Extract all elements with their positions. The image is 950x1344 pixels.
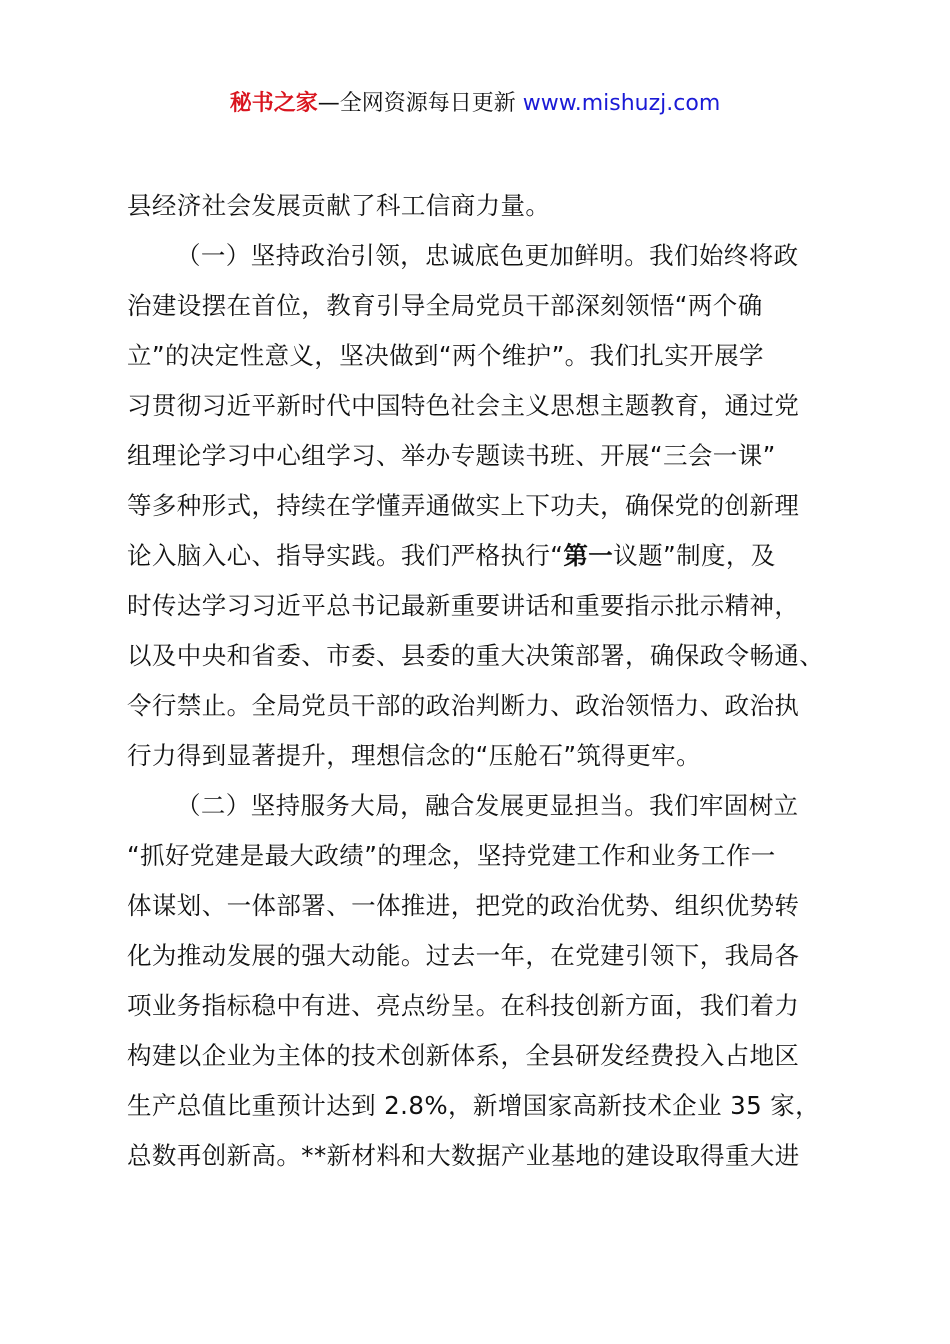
site-url-link[interactable]: www.mishuzj.com xyxy=(522,91,721,116)
text-line: 时传达学习习近平总书记最新重要讲话和重要指示批示精神， xyxy=(127,591,800,620)
site-header xyxy=(0,86,950,122)
text-line: “抓好党建是最大政绩”的理念，坚持党建工作和业务工作一 xyxy=(127,841,776,870)
section-one-heading-line: （一）坚持政治引领，忠诚底色更加鲜明。我们始终将政 xyxy=(176,241,799,270)
emphasis-text: 第一 xyxy=(563,541,614,570)
text-line: 体谋划、一体部署、一体推进，把党的政治优势、组织优势转 xyxy=(127,891,800,920)
text-line: 令行禁止。全局党员干部的政治判断力、政治领悟力、政治执 xyxy=(127,691,800,720)
section-two-heading-line: （二）坚持服务大局，融合发展更显担当。我们牢固树立 xyxy=(176,791,799,820)
text-line: 生产总值比重预计达到 2.8%，新增国家高新技术企业 35 家， xyxy=(127,1091,821,1120)
text-line: 习贯彻习近平新时代中国特色社会主义思想主题教育，通过党 xyxy=(127,391,800,420)
text-line: 立”的决定性意义，坚决做到“两个维护”。我们扎实开展学 xyxy=(127,341,764,370)
text-segment: 论入脑入心、指导实践。我们严格执行“ xyxy=(127,541,564,570)
text-line: 等多种形式，持续在学懂弄通做实上下功夫，确保党的创新理 xyxy=(127,491,800,520)
site-tagline: —全网资源每日更新 xyxy=(317,91,523,116)
text-line: 以及中央和省委、市委、县委的重大决策部署，确保政令畅通、 xyxy=(127,641,825,670)
text-line: 构建以企业为主体的技术创新体系，全县研发经费投入占地区 xyxy=(127,1041,800,1070)
text-line: 治建设摆在首位，教育引导全局党员干部深刻领悟“两个确 xyxy=(127,291,763,320)
text-line: 项业务指标稳中有进、亮点纷呈。在科技创新方面，我们着力 xyxy=(127,991,800,1020)
text-line: 化为推动发展的强大动能。过去一年，在党建引领下，我局各 xyxy=(127,941,800,970)
text-segment: 议题”制度，及 xyxy=(613,541,776,570)
site-brand: 秘书之家 xyxy=(229,91,318,116)
document-body xyxy=(127,181,847,1181)
text-line: 总数再创新高。**新材料和大数据产业基地的建设取得重大进 xyxy=(127,1141,800,1170)
text-line-with-emphasis xyxy=(127,531,847,581)
text-line: 行力得到显著提升，理想信念的“压舱石”筑得更牢。 xyxy=(127,741,701,770)
text-line: 县经济社会发展贡献了科工信商力量。 xyxy=(127,191,551,220)
text-line: 组理论学习中心组学习、举办专题读书班、开展“三会一课” xyxy=(127,441,776,470)
